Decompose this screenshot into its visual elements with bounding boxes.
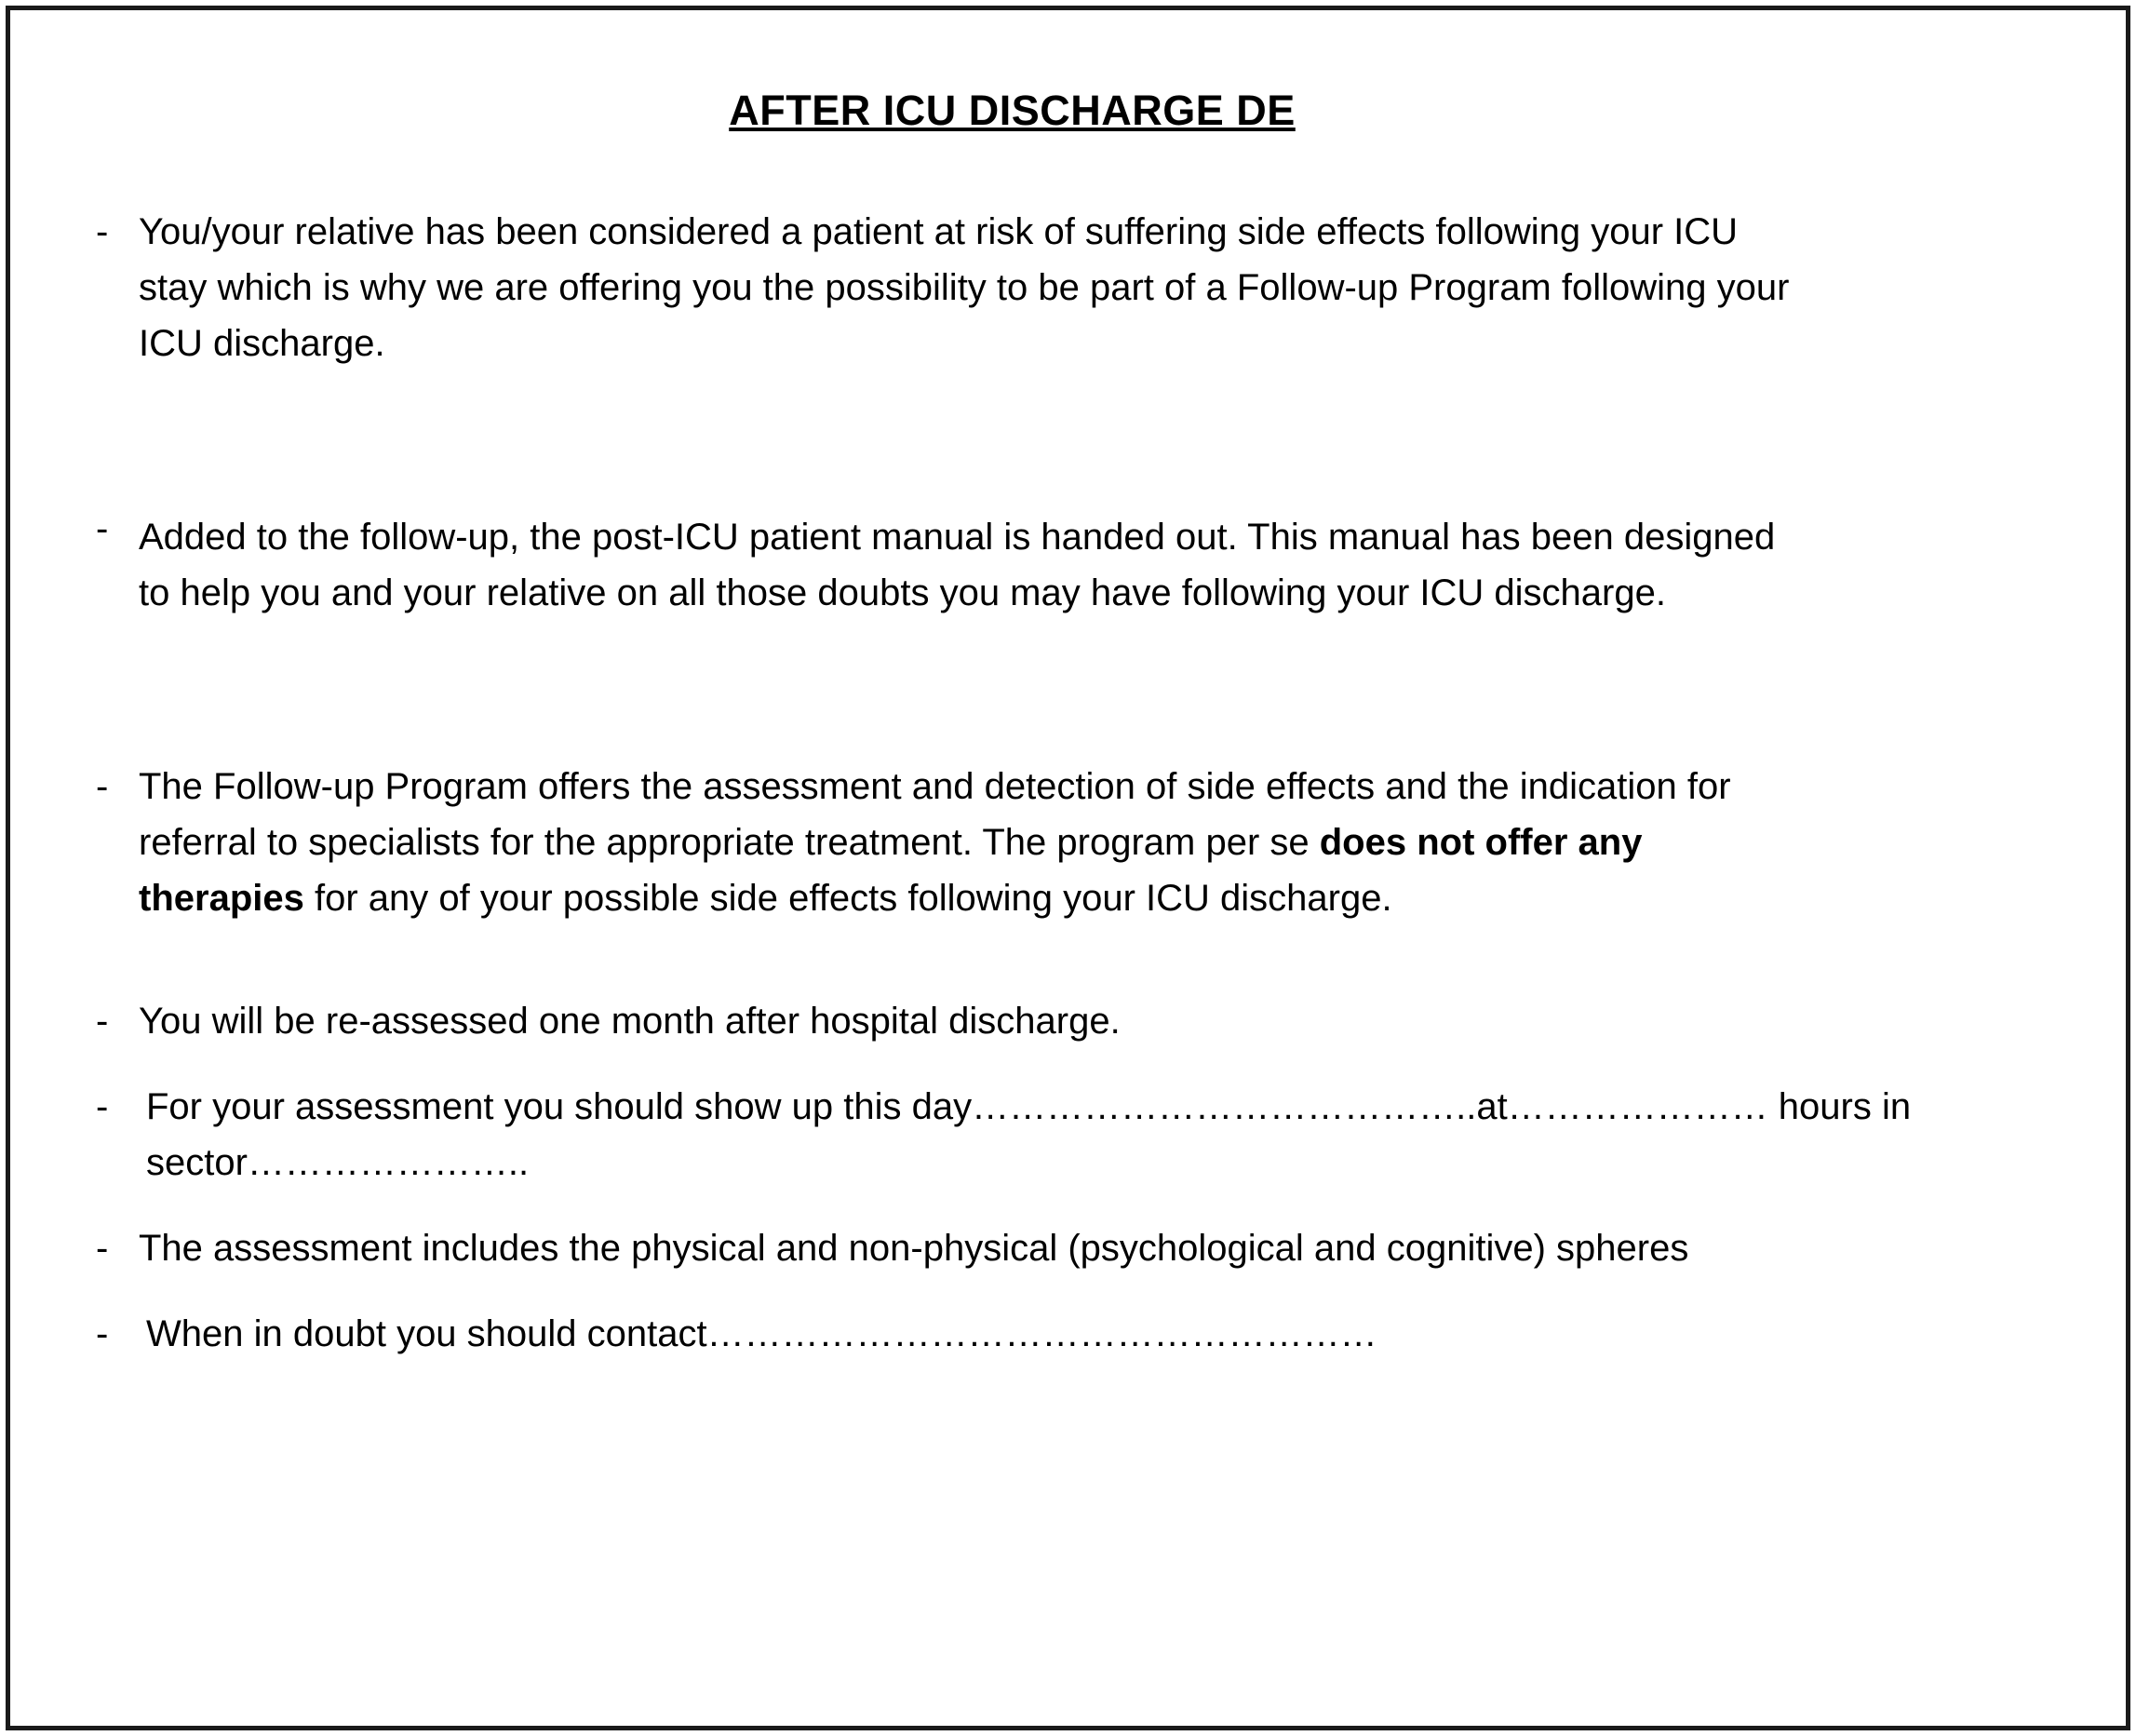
bullet-list — [66, 204, 2070, 1362]
bullet-text — [139, 204, 1814, 371]
bullet-text — [139, 1306, 1377, 1362]
bullet-text — [139, 993, 1121, 1049]
list-item — [66, 1220, 2070, 1276]
bullet-text-main: You will be re-assessed one month after hospital discharge. — [139, 1001, 1121, 1042]
bullet-text-emphasis: does not offer any therapies — [139, 822, 1643, 919]
bullet-marker: - — [96, 766, 109, 807]
bullet-text-main: The Follow-up Program offers the assessment and detection of side effects and the indication for referral to specialists for the appropriate treatment. The program per se — [139, 766, 1731, 863]
page-title: AFTER ICU DISCHARGE DE — [729, 87, 1296, 134]
bullet-marker: - — [96, 508, 109, 549]
bullet-marker: - — [96, 1001, 109, 1042]
bullet-text-main: You/your relative has been considered a patient at risk of suffering side effects following your ICU stay which is why we are offering you the possibility to be part of a Follow-up Program following your ICU discharge. — [139, 211, 1790, 364]
bullet-marker: - — [96, 1086, 109, 1127]
bullet-text — [139, 509, 1814, 621]
spacer — [66, 371, 2070, 509]
list-item — [66, 509, 2070, 621]
spacer — [66, 621, 2070, 759]
spacer — [66, 926, 2070, 993]
list-item — [66, 759, 2070, 926]
list-item — [66, 1306, 2070, 1362]
bullet-text — [139, 759, 1814, 926]
bullet-text-main: When in doubt you should contact……………………………………………… — [146, 1313, 1377, 1354]
bullet-text — [139, 1220, 1688, 1276]
bullet-text-tail: for any of your possible side effects following your ICU discharge. — [303, 878, 1392, 919]
list-item — [66, 993, 2070, 1049]
bullet-marker: - — [96, 1313, 109, 1354]
bullet-text-main: The assessment includes the physical and non-physical (psychological and cognitive) spheres — [139, 1228, 1689, 1269]
spacer — [66, 1276, 2070, 1306]
bullet-marker: - — [96, 211, 109, 252]
bullet-text — [139, 1079, 2070, 1191]
list-item — [66, 204, 2070, 371]
bullet-text-main: For your assessment you should show up this day…………………………………..at………………… hours in sector………………….. — [146, 1086, 1912, 1183]
list-item — [66, 1079, 2070, 1191]
spacer — [66, 1049, 2070, 1079]
document-frame — [6, 6, 2130, 1730]
bullet-text-main: Added to the follow-up, the post-ICU patient manual is handed out. This manual has been designed to help you and your relative on all those doubts you may have following your ICU discharge. — [139, 517, 1776, 613]
bullet-marker: - — [96, 1228, 109, 1269]
spacer — [66, 1191, 2070, 1220]
